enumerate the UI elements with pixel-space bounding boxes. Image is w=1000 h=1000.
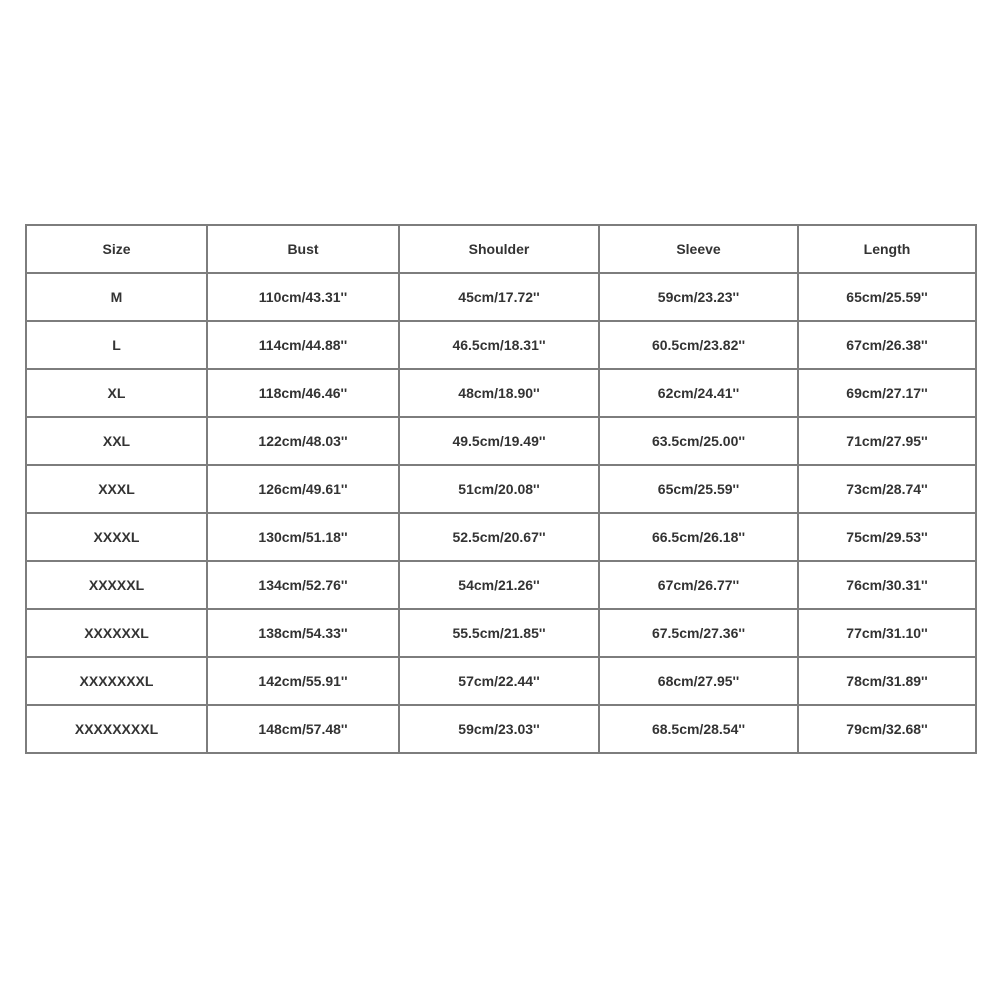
table-row <box>26 657 976 705</box>
bust-cell: 138cm/54.33'' <box>207 609 399 657</box>
length-cell: 76cm/30.31'' <box>798 561 976 609</box>
header-cell-shoulder: Shoulder <box>399 225 599 273</box>
bust-cell: 148cm/57.48'' <box>207 705 399 753</box>
table-row <box>26 273 976 321</box>
table-row <box>26 609 976 657</box>
size-cell: XXL <box>26 417 207 465</box>
size-cell: XXXXXXXL <box>26 657 207 705</box>
table-row <box>26 465 976 513</box>
header-cell-sleeve: Sleeve <box>599 225 798 273</box>
size-cell: M <box>26 273 207 321</box>
bust-cell: 118cm/46.46'' <box>207 369 399 417</box>
sleeve-cell: 67.5cm/27.36'' <box>599 609 798 657</box>
bust-cell: 110cm/43.31'' <box>207 273 399 321</box>
shoulder-cell: 49.5cm/19.49'' <box>399 417 599 465</box>
sleeve-cell: 62cm/24.41'' <box>599 369 798 417</box>
shoulder-cell: 54cm/21.26'' <box>399 561 599 609</box>
length-cell: 71cm/27.95'' <box>798 417 976 465</box>
size-cell: XXXL <box>26 465 207 513</box>
table-row <box>26 705 976 753</box>
bust-cell: 142cm/55.91'' <box>207 657 399 705</box>
sleeve-cell: 59cm/23.23'' <box>599 273 798 321</box>
length-cell: 78cm/31.89'' <box>798 657 976 705</box>
sleeve-cell: 68cm/27.95'' <box>599 657 798 705</box>
length-cell: 69cm/27.17'' <box>798 369 976 417</box>
table-row <box>26 417 976 465</box>
sleeve-cell: 67cm/26.77'' <box>599 561 798 609</box>
table-row <box>26 513 976 561</box>
sleeve-cell: 63.5cm/25.00'' <box>599 417 798 465</box>
size-cell: XXXXXL <box>26 561 207 609</box>
header-cell-size: Size <box>26 225 207 273</box>
table-row <box>26 321 976 369</box>
sleeve-cell: 65cm/25.59'' <box>599 465 798 513</box>
shoulder-cell: 59cm/23.03'' <box>399 705 599 753</box>
shoulder-cell: 45cm/17.72'' <box>399 273 599 321</box>
size-chart-table <box>25 224 977 754</box>
shoulder-cell: 57cm/22.44'' <box>399 657 599 705</box>
shoulder-cell: 51cm/20.08'' <box>399 465 599 513</box>
bust-cell: 126cm/49.61'' <box>207 465 399 513</box>
size-cell: L <box>26 321 207 369</box>
bust-cell: 122cm/48.03'' <box>207 417 399 465</box>
sleeve-cell: 66.5cm/26.18'' <box>599 513 798 561</box>
sleeve-cell: 60.5cm/23.82'' <box>599 321 798 369</box>
shoulder-cell: 46.5cm/18.31'' <box>399 321 599 369</box>
bust-cell: 134cm/52.76'' <box>207 561 399 609</box>
table-row <box>26 561 976 609</box>
length-cell: 73cm/28.74'' <box>798 465 976 513</box>
length-cell: 75cm/29.53'' <box>798 513 976 561</box>
header-cell-length: Length <box>798 225 976 273</box>
length-cell: 65cm/25.59'' <box>798 273 976 321</box>
size-cell: XXXXL <box>26 513 207 561</box>
length-cell: 77cm/31.10'' <box>798 609 976 657</box>
shoulder-cell: 52.5cm/20.67'' <box>399 513 599 561</box>
shoulder-cell: 55.5cm/21.85'' <box>399 609 599 657</box>
bust-cell: 114cm/44.88'' <box>207 321 399 369</box>
shoulder-cell: 48cm/18.90'' <box>399 369 599 417</box>
bust-cell: 130cm/51.18'' <box>207 513 399 561</box>
size-cell: XXXXXXL <box>26 609 207 657</box>
size-cell: XXXXXXXXL <box>26 705 207 753</box>
sleeve-cell: 68.5cm/28.54'' <box>599 705 798 753</box>
size-cell: XL <box>26 369 207 417</box>
length-cell: 67cm/26.38'' <box>798 321 976 369</box>
header-row <box>26 225 976 273</box>
table-row <box>26 369 976 417</box>
length-cell: 79cm/32.68'' <box>798 705 976 753</box>
header-cell-bust: Bust <box>207 225 399 273</box>
